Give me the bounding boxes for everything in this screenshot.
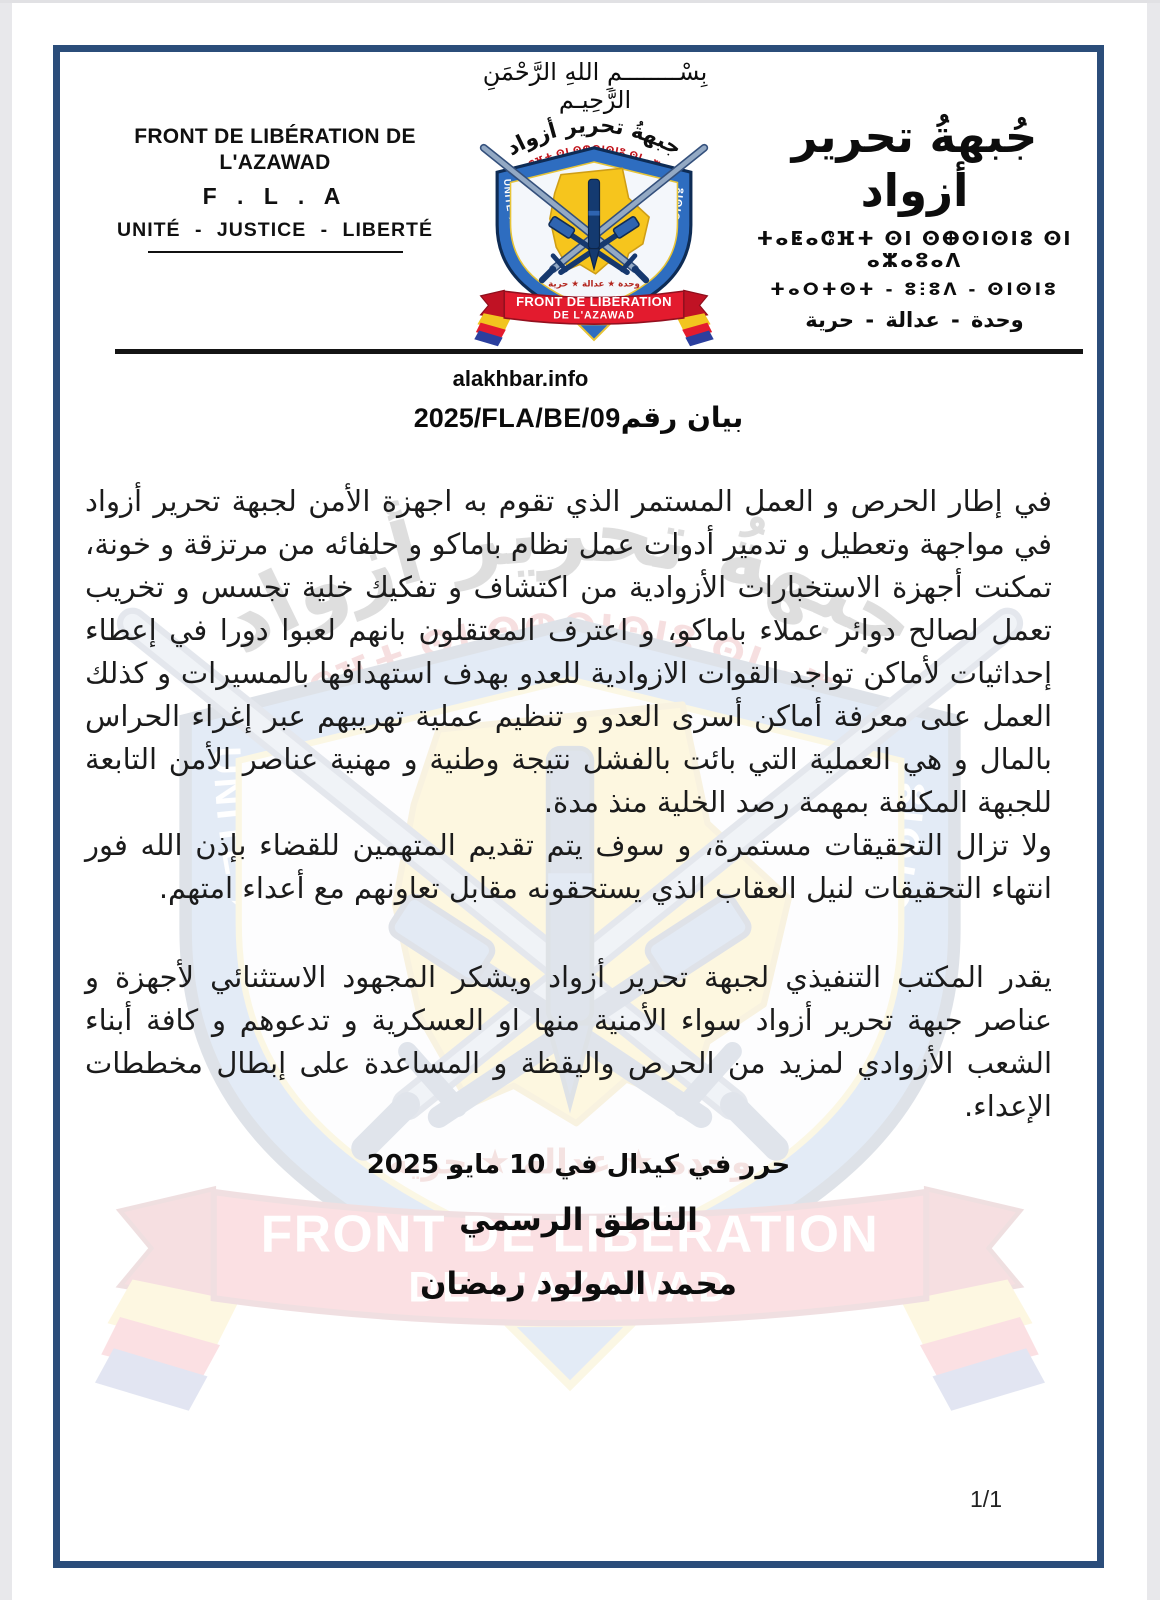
document-border-frame — [53, 45, 1104, 1568]
header-separator-line — [115, 349, 1083, 354]
org-motto-ar: وحدة - عدالة - حرية — [805, 308, 1024, 332]
page-number: 1/1 — [970, 1486, 1002, 1512]
bismillah-calligraphy: بِسْــــــــمِ اللهِ الرَّحْمَنِ الرَّحِيـم — [482, 58, 708, 114]
photo-edge-top — [0, 0, 1160, 3]
paragraph-2: ولا تزال التحقيقات مستمرة، و سوف يتم تقديم المتهمين للقضاء بإذن الله فور انتهاء التحقيقات لنيل العقاب الذي يستحقونه مقابل تعاونهم مع أعداء امتهم. — [85, 828, 1052, 905]
org-name-fr: FRONT DE LIBÉRATION DE L'AZAWAD — [134, 125, 416, 175]
paragraph-1: في إطار الحرص و العمل المستمر الذي تقوم به اجهزة الأمن لجبهة تحرير أزواد في مواجهة وتعطيل و تدمير أدوات عمل نظام باماكو و حلفائه من مرتزقة و خونة، تمكنت أجهزة الاستخبارات الأزوادية من اكتشاف و تفكيك خلية تجسس و تخريب تعمل لصالح دوائر عملاء باماكو، و اعترف المعتقلون بانهم لعبوا دورا في إعطاء إحداثيات لأماكن تواجد القوات الازوادية للعدو بهدف استهدافها بالمسيرات و كذلك العمل على معرفة أماكن أسرى العدو و تنظيم عملية تهريبهم عبر إغراء الحراس بالمال و هي العملية التي بائت بالفشل نتيجة وطنية و مهنية عناصر الأمن التابعة للجبهة المكلفة بمهمة رصد الخلية منذ مدة. — [85, 484, 1052, 819]
statement-body — [85, 480, 1052, 1128]
photo-edge-right — [1147, 0, 1160, 1600]
header-left-underline — [148, 251, 403, 253]
header-left-block — [90, 124, 460, 253]
statement-ref-code: 2025/FLA/BE/09 — [413, 403, 621, 433]
date-place-line: حرر في كيدال في 10 مايو 2025 — [366, 1150, 791, 1180]
org-name-tifinagh: ⵜⴰⵟⴰⵛⴼⵜ ⵙⵏ ⵙⴲⵙⵏⵙⵏⵓ ⵙⵏ ⴰⵣⴰⵓⴰⴷ — [756, 228, 1073, 272]
signatory-role: الناطق الرسمي — [459, 1202, 698, 1238]
org-motto-tifinagh: ⵜⴰⵔⵜⵙⵜ - ⵓⵗⵓⴷ - ⵙⵏⵙⵏⵓ — [770, 280, 1059, 300]
org-motto-fr: UNITÉ - JUSTICE - LIBERTÉ — [117, 218, 433, 241]
fla-logo — [468, 102, 720, 348]
signature-block — [60, 1150, 1097, 1302]
org-name-ar: جُبهةُ تحرير أزواد — [791, 110, 1038, 217]
photo-edge-left — [0, 0, 12, 1600]
signatory-name: محمد المولود رمضان — [420, 1266, 737, 1302]
statement-title — [60, 401, 1097, 434]
org-abbr: F . L . A — [202, 182, 348, 209]
statement-ref-label: بيان رقم — [620, 401, 744, 434]
source-watermark — [60, 366, 1097, 392]
paragraph-3: يقدر المكتب التنفيذي لجبهة تحرير أزواد ويشكر المجهود الاستثنائي لأجهزة و عناصر جبهة تحرير أزواد سواء الأمنية منها او العسكرية و تدعوهم و كافة أبناء الشعب الأزوادي لمزيد من الحرص واليقظة و المساعدة على إبطال مخططات الإعداء. — [85, 960, 1052, 1123]
header-right-block — [742, 110, 1087, 332]
source-watermark-text: alakhbar.info — [452, 366, 589, 391]
